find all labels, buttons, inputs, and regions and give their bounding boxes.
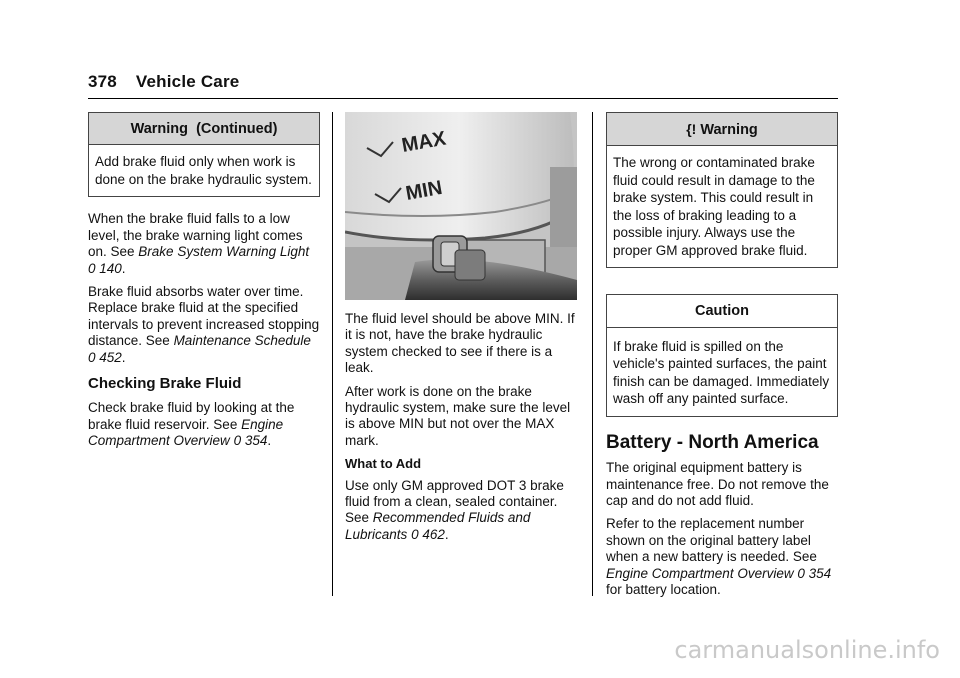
column-1 <box>88 112 320 457</box>
header-rule <box>88 98 838 99</box>
cross-reference-link[interactable]: Engine Compartment Overview <box>88 416 284 449</box>
brake-fluid-paragraph <box>88 284 320 366</box>
paragraph-end: . <box>121 349 126 365</box>
warning-box <box>606 112 838 268</box>
column-divider <box>592 112 593 596</box>
paragraph-text: Refer to the replacement number shown on the original battery label when a new battery is needed. See <box>606 516 817 565</box>
warning-title <box>607 113 837 146</box>
check-fluid-paragraph <box>88 400 320 449</box>
warning-continued-box <box>88 112 320 197</box>
watermark: carmanualsonline.info <box>674 636 940 664</box>
page-reference[interactable]: 0 462 <box>411 526 445 542</box>
reservoir-image <box>345 112 577 300</box>
subheading: What to Add <box>345 456 422 472</box>
page-number: 378 <box>88 72 117 91</box>
page-header <box>88 72 239 92</box>
warning-body: The wrong or contaminated brake fluid could result in damage to the brake system. This could result in the loss of braking leading to a possible injury. Always use the proper GM approved brake fluid. <box>613 155 815 258</box>
paragraph-text: Brake fluid absorbs water over time. Replace brake fluid at the specified intervals to prevent increased stopping distance. See <box>88 284 320 349</box>
page-reference[interactable]: 0 354 <box>233 433 268 449</box>
column-divider <box>332 112 333 596</box>
column-3 <box>606 112 838 605</box>
battery-heading: Battery - North America <box>606 431 819 453</box>
section-heading: Checking Brake Fluid <box>88 375 242 393</box>
caution-title: Caution <box>607 295 837 327</box>
battery-paragraph: The original equipment battery is maintenance free. Do not remove the cap and do not add fluid. <box>606 460 829 509</box>
min-label: MIN <box>404 176 444 205</box>
warning-title-text: Warning <box>700 122 758 138</box>
warning-icon: {! <box>686 121 697 137</box>
after-work-paragraph: After work is done on the brake hydraulic system, make sure the level is above MIN but not over the MAX mark. <box>345 383 571 448</box>
cross-reference-link[interactable]: Engine Compartment Overview <box>606 565 794 581</box>
page-reference[interactable]: 0 452 <box>88 349 122 365</box>
paragraph-text: When the brake fluid falls to a low level, the brake warning light comes on. See <box>88 211 303 260</box>
section-title: Vehicle Care <box>135 72 240 91</box>
caution-box <box>606 294 838 416</box>
paragraph-text: Check brake fluid by looking at the brake fluid reservoir. See <box>88 400 295 432</box>
paragraph-end: . <box>121 260 126 276</box>
paragraph-end: for battery location. <box>606 582 721 598</box>
warning-continued-body: Add brake fluid only when work is done on the brake hydraulic system. <box>95 154 312 187</box>
warning-continued-title: Warning (Continued) <box>89 113 319 145</box>
what-to-add-paragraph <box>345 478 577 544</box>
cross-reference-link[interactable]: Recommended Fluids and Lubricants <box>345 510 531 542</box>
caution-body: If brake fluid is spilled on the vehicle's painted surfaces, the paint finish can be damaged. Immediately wash off any painted surface. <box>613 338 830 407</box>
max-label: MAX <box>400 127 448 157</box>
page-reference[interactable]: 0 354 <box>797 565 832 581</box>
warning-light-paragraph <box>88 211 320 277</box>
reservoir-illustration <box>345 112 577 300</box>
paragraph-text: Use only GM approved DOT 3 brake fluid from a clean, sealed container. See <box>345 477 564 526</box>
cross-reference-link[interactable]: Brake System Warning Light <box>138 244 310 260</box>
page-reference[interactable]: 0 140 <box>88 260 122 276</box>
cross-reference-link[interactable]: Maintenance Schedule <box>173 333 311 349</box>
fluid-level-paragraph: The fluid level should be above MIN. If it is not, have the brake hydraulic system checked to see if there is a leak. <box>345 311 575 376</box>
column-2 <box>345 112 577 550</box>
replacement-paragraph <box>606 516 838 598</box>
paragraph-end: . <box>267 433 272 449</box>
paragraph-end: . <box>444 526 449 542</box>
